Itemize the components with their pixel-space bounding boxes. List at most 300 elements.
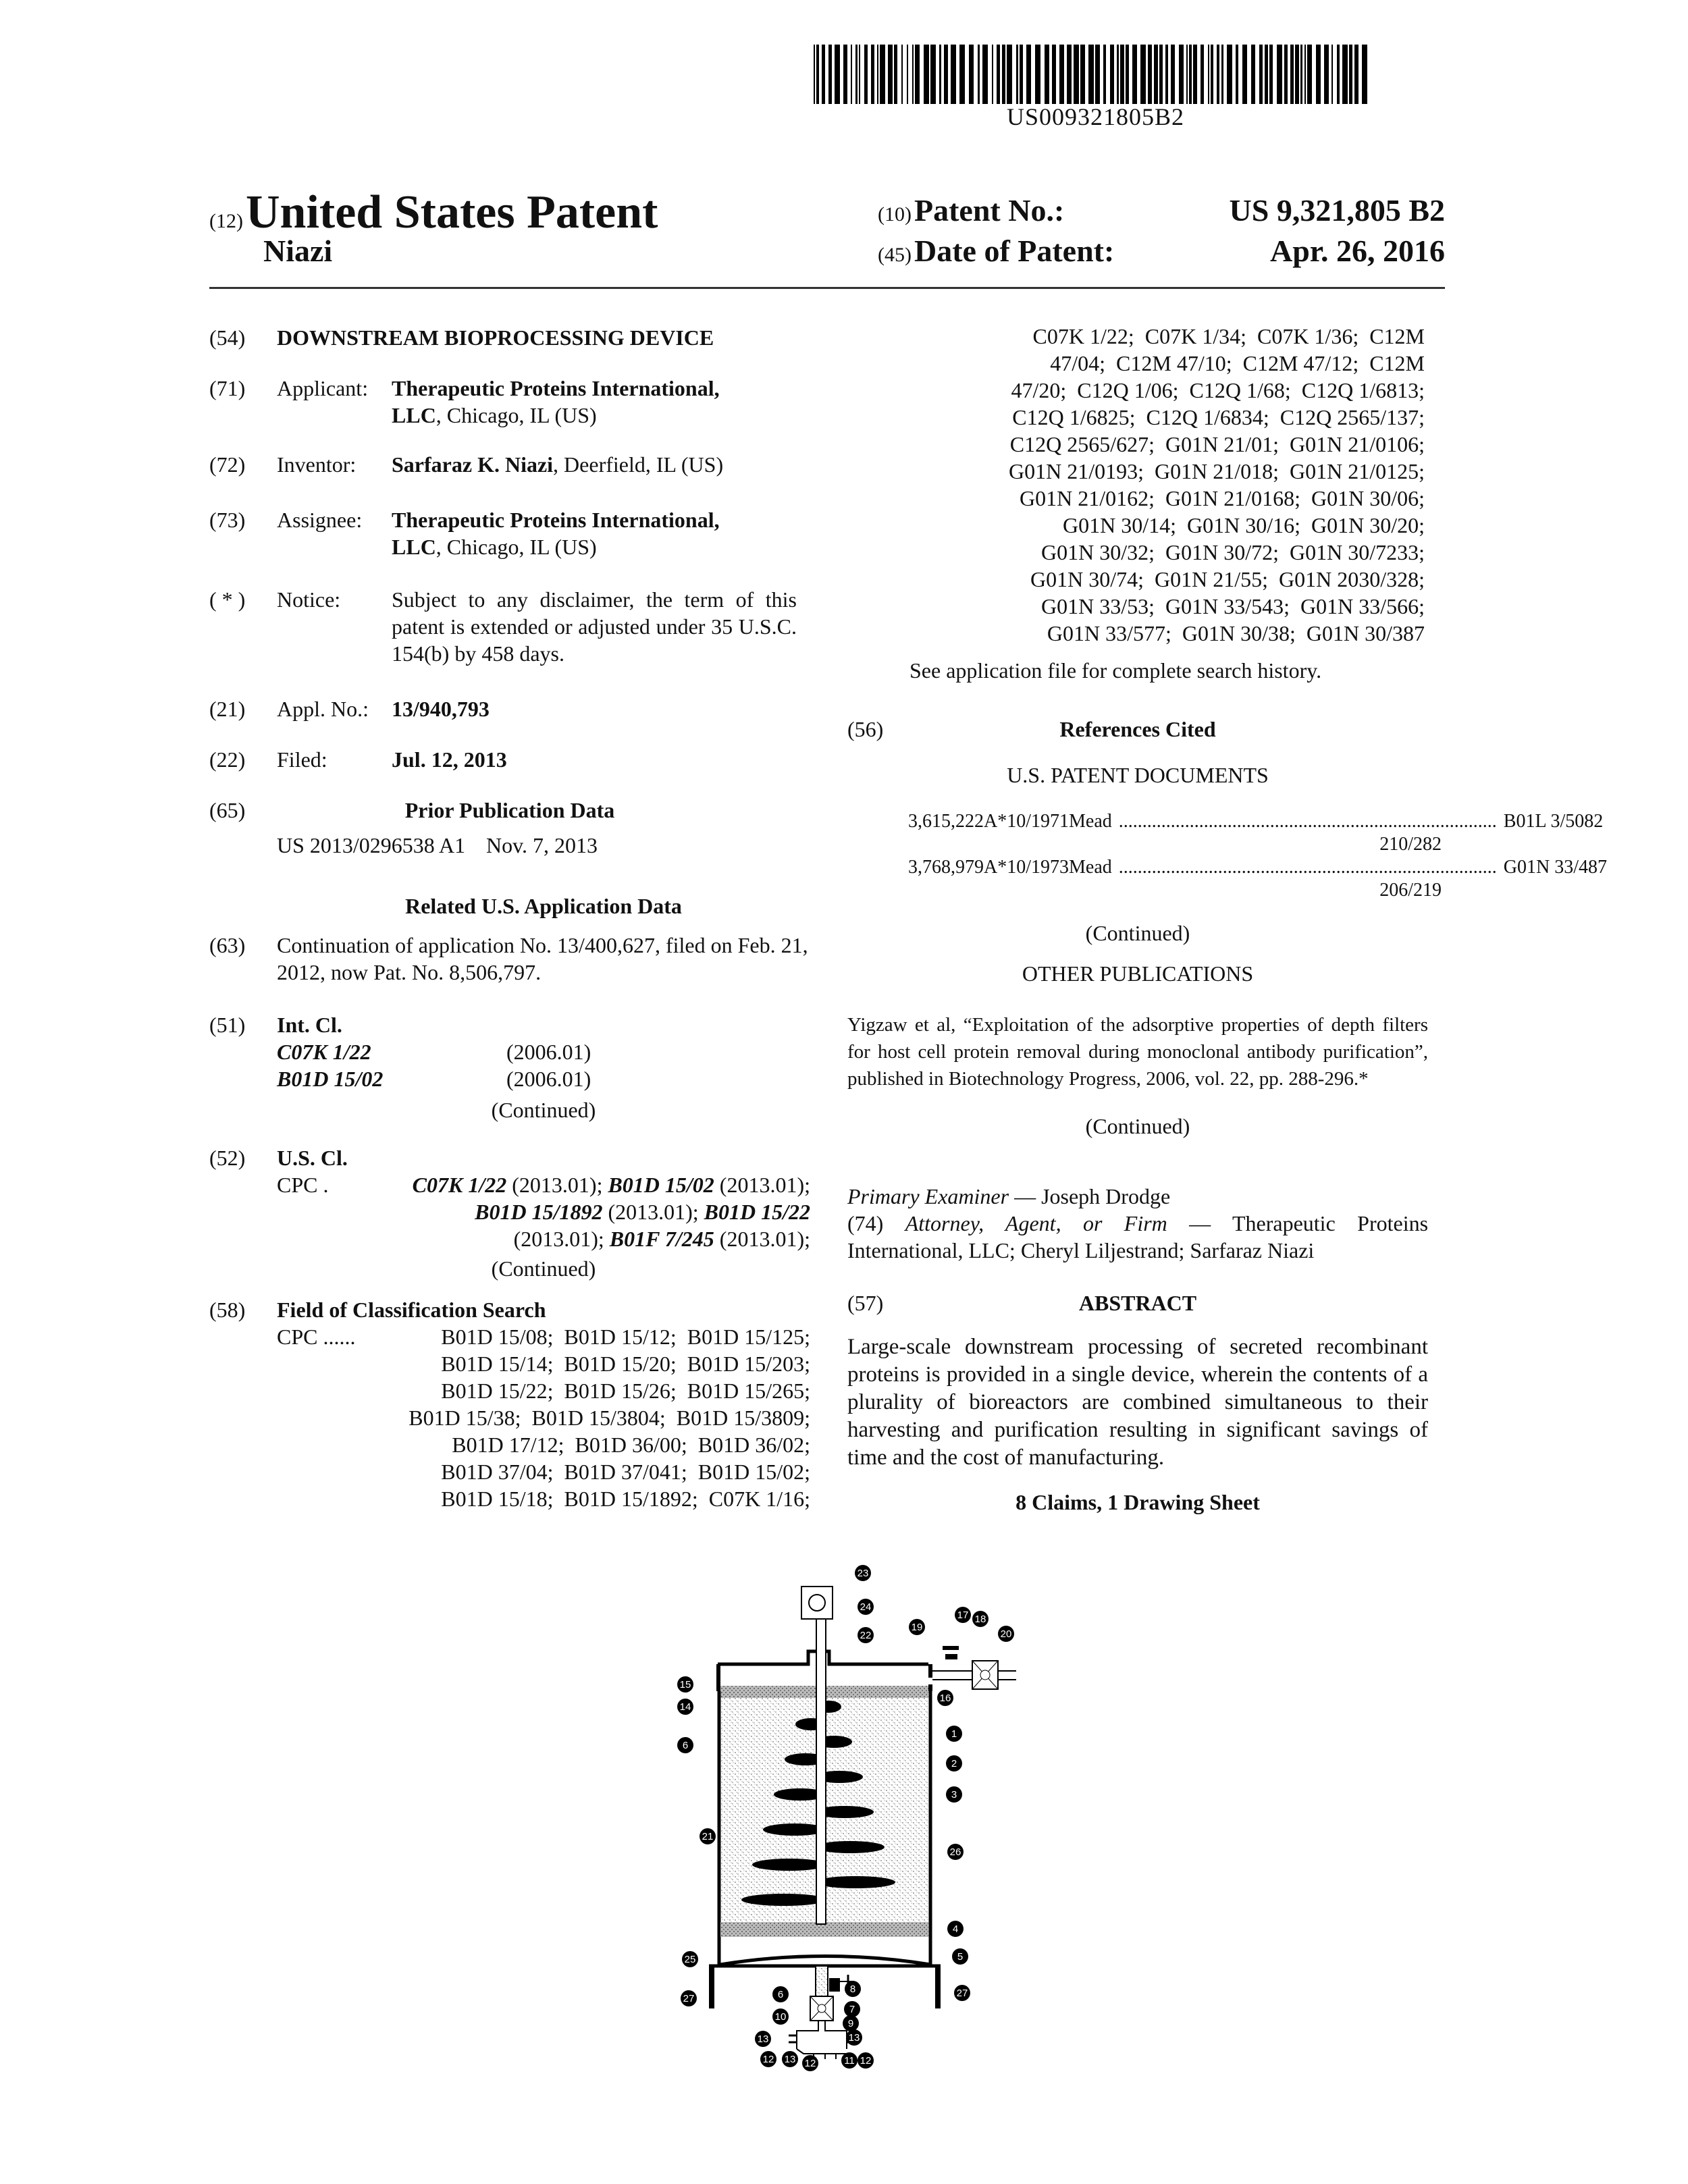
barcode-bar <box>901 45 903 104</box>
callout-label: 22 <box>860 1630 872 1641</box>
callout-label: 13 <box>848 2032 860 2044</box>
references-table <box>908 810 1608 902</box>
abstract-text: Large-scale downstream processing of secreted recombinant proteins is provided in a single device, wherein the contents of a plurality of bioreactors are combined simultaneous to their harvesting and purification resulting in significant savings of time and the cost of manufacturing. <box>847 1335 1428 1470</box>
callout-marker <box>947 1921 964 1937</box>
barcode-bar <box>1052 45 1056 104</box>
callout-marker <box>972 1611 988 1627</box>
date-label: Date of Patent: <box>914 234 1115 268</box>
callout-label: 23 <box>857 1568 869 1579</box>
callout-marker <box>909 1619 925 1635</box>
barcode-bar <box>871 45 874 104</box>
dash: — <box>1009 1184 1042 1208</box>
search-line: B01D 15/14; B01D 15/20; B01D 15/203; <box>441 1352 810 1376</box>
applicant-name: Therapeutic Proteins International, <box>392 376 720 400</box>
callout-marker <box>782 2051 798 2067</box>
barcode-bar <box>1193 45 1197 104</box>
ref-name: Mead <box>1069 857 1112 878</box>
barcode-bar <box>907 45 908 104</box>
callout-marker <box>772 1986 789 2002</box>
barcode-bar <box>1354 45 1359 104</box>
assignee-field <box>209 506 810 560</box>
continued-note: (Continued) <box>491 1098 596 1122</box>
inventor-location: , Deerfield, IL (US) <box>553 452 724 477</box>
notice-text: Subject to any disclaimer, the term of this patent is extended or adjusted under 35 U.S.C. 154(b) by 458 days. <box>392 587 797 666</box>
cpc-prefix: CPC ...... <box>277 1325 356 1349</box>
support-leg <box>935 1965 941 2008</box>
us-cl-line <box>277 1171 810 1198</box>
ref-classification: G01N 33/487 <box>1503 857 1608 878</box>
callout-label: 15 <box>679 1679 691 1690</box>
callout-marker <box>841 2052 858 2069</box>
callout-label: 6 <box>777 1989 784 2000</box>
outlet-valve-top <box>932 1646 1016 1689</box>
barcode-bar <box>1035 45 1040 104</box>
patent-drawing <box>648 1546 1080 2069</box>
barcode-bar <box>894 45 897 104</box>
barcode-bar <box>1189 45 1192 104</box>
barcode-bar <box>864 45 868 104</box>
impeller-blade <box>741 1894 826 1906</box>
callout-label: 3 <box>951 1789 957 1801</box>
reference-row <box>908 856 1608 879</box>
field-of-search-section <box>209 1296 810 1512</box>
leader-dots: ................................................................................ <box>1118 811 1497 832</box>
callout-label: 8 <box>849 1983 856 1995</box>
examiner-name: Joseph Drodge <box>1041 1184 1171 1208</box>
us-cl-line <box>277 1198 810 1225</box>
search-line: C12Q 1/6825; C12Q 1/6834; C12Q 2565/137; <box>1012 405 1425 429</box>
callout-label: 5 <box>957 1951 964 1963</box>
inventor-field <box>209 451 810 478</box>
callout-label: 11 <box>844 2055 855 2067</box>
callout-marker <box>677 1737 693 1753</box>
barcode-bar <box>944 45 948 104</box>
barcode-bar <box>924 45 929 104</box>
barcode-bar <box>1186 45 1188 104</box>
applicant-field <box>209 375 810 429</box>
barcode-bar <box>930 45 936 104</box>
inventor-short: Niazi <box>263 234 333 268</box>
barcode-bar <box>1095 45 1100 104</box>
barcode-bar <box>1132 45 1137 104</box>
ref-patent-number: 3,768,979 <box>908 857 984 878</box>
barcode-bar <box>1154 45 1158 104</box>
callout-marker <box>677 1676 693 1693</box>
continued-note: (Continued) <box>1085 921 1190 945</box>
application-number: 13/940,793 <box>392 697 490 721</box>
barcode-bar <box>1304 45 1306 104</box>
field-of-search-lines <box>277 1323 810 1512</box>
search-line: B01D 15/08; B01D 15/12; B01D 15/125; <box>441 1325 810 1349</box>
classification-code: B01D 15/02 <box>608 1173 714 1197</box>
inid-code: (10) <box>878 203 912 225</box>
barcode-bar <box>1284 45 1288 104</box>
search-line: C07K 1/22; C07K 1/34; C07K 1/36; C12M <box>1032 324 1425 348</box>
search-line: B01D 15/22; B01D 15/26; B01D 15/265; <box>441 1379 810 1403</box>
barcode-bar <box>1208 45 1209 104</box>
section-heading: References Cited <box>1059 717 1216 741</box>
ref-date: 10/1971 <box>1007 811 1070 832</box>
search-line: B01D 17/12; B01D 36/00; B01D 36/02; <box>452 1433 810 1457</box>
barcode-bar <box>978 45 980 104</box>
barcode-bar <box>1316 45 1321 104</box>
continued-note: (Continued) <box>491 1256 596 1281</box>
callout-marker <box>952 1948 968 1965</box>
ref-us-classification: 206/219 <box>1379 880 1442 901</box>
barcode-bar <box>1165 45 1168 104</box>
callout-label: 6 <box>682 1740 689 1751</box>
barcode-bar <box>828 45 832 104</box>
barcode-bar <box>1201 45 1204 104</box>
field-label: Notice: <box>277 587 341 612</box>
section-heading: ABSTRACT <box>1078 1291 1197 1315</box>
reference-row-secondary <box>908 833 1442 856</box>
field-label: Inventor: <box>277 452 357 477</box>
claims-summary <box>847 1489 1428 1516</box>
barcode-bar <box>1300 45 1302 104</box>
classification-version: (2013.01); <box>513 1227 604 1251</box>
callout-label: 24 <box>860 1601 872 1613</box>
callout-marker <box>845 1981 861 1997</box>
callout-label: 13 <box>784 2054 796 2065</box>
related-heading <box>209 893 810 920</box>
int-cl-row <box>277 1065 810 1092</box>
classification-code: C07K 1/22 <box>412 1173 507 1197</box>
reference-row-secondary <box>908 879 1442 902</box>
search-line: G01N 30/32; G01N 30/72; G01N 30/7233; <box>1041 540 1425 564</box>
inid-code: (52) <box>209 1146 246 1170</box>
callout-marker <box>858 1627 874 1643</box>
barcode-bar <box>835 45 840 104</box>
barcode-bar <box>1120 45 1124 104</box>
us-cl-section <box>209 1144 810 1282</box>
callout-label: 13 <box>757 2033 769 2045</box>
assignee-name: Therapeutic Proteins International, <box>392 508 720 532</box>
inid-code: (56) <box>847 717 884 741</box>
field-label: Filed: <box>277 747 327 772</box>
barcode-bar <box>1148 45 1152 104</box>
continued-note: (Continued) <box>1085 1114 1190 1138</box>
callout-label: 16 <box>939 1693 951 1704</box>
barcode-bar <box>1211 45 1213 104</box>
barcode-bar <box>843 45 847 104</box>
barcode-bar <box>1269 45 1273 104</box>
cpc-prefix: CPC . <box>277 1173 329 1197</box>
barcode-bar <box>1140 45 1146 104</box>
attorney-field <box>847 1210 1428 1264</box>
notice-field <box>209 586 810 667</box>
barcode-bar <box>915 45 920 104</box>
ref-kind: A <box>984 857 998 878</box>
related-application-field <box>209 932 810 986</box>
barcode-bar <box>1331 45 1333 104</box>
int-cl-section <box>209 1011 810 1123</box>
assignee-name-2: LLC <box>392 535 436 559</box>
callout-label: 12 <box>762 2054 774 2065</box>
examiner-label: Primary Examiner <box>847 1184 1009 1208</box>
inid-code: (72) <box>209 452 246 477</box>
barcode-bar <box>1307 45 1312 104</box>
callout-marker <box>946 1726 962 1742</box>
barcode-bar <box>1110 45 1114 104</box>
title-field <box>209 324 810 351</box>
callout-label: 1 <box>951 1728 957 1740</box>
appl-no-field <box>209 695 810 722</box>
inid-code: (57) <box>847 1291 884 1315</box>
search-line: C12Q 2565/627; G01N 21/01; G01N 21/0106; <box>1009 432 1425 456</box>
barcode-bar <box>1265 45 1268 104</box>
header-divider <box>209 287 1445 289</box>
callout-label: 4 <box>952 1923 959 1935</box>
classification-version: (2013.01); <box>719 1173 810 1197</box>
inid-code: ( * ) <box>209 587 246 612</box>
field-label: Appl. No.: <box>277 697 369 721</box>
search-line: G01N 30/14; G01N 30/16; G01N 30/20; <box>1063 513 1425 537</box>
barcode-bar <box>1342 45 1348 104</box>
other-publication-citation: Yigzaw et al, “Exploitation of the adsorptive properties of depth filters for host cell protein removal during monoclonal antibody purification”, published in Biotechnology Progress, 2006, vol. 22, pp. 288-296.* <box>847 1014 1428 1090</box>
claims-count: 8 Claims, 1 Drawing Sheet <box>1016 1490 1260 1514</box>
abstract-heading-row <box>847 1289 1445 1316</box>
assignee-location: , Chicago, IL (US) <box>436 535 597 559</box>
section-heading: Prior Publication Data <box>404 798 615 822</box>
invention-title: DOWNSTREAM BIOPROCESSING DEVICE <box>277 325 714 350</box>
dash: — <box>1167 1211 1232 1235</box>
patent-date: Apr. 26, 2016 <box>1270 234 1445 268</box>
impeller-blade <box>816 1876 895 1888</box>
classification-version: (2013.01); <box>719 1227 810 1251</box>
callout-marker <box>946 1755 962 1772</box>
field-of-search-continued <box>847 323 1425 647</box>
inid-code: (54) <box>209 325 246 350</box>
barcode-bar <box>1074 45 1079 104</box>
barcode-bar <box>969 45 974 104</box>
barcode-bar <box>877 45 878 104</box>
support-leg <box>709 1965 714 2008</box>
callout-label: 17 <box>957 1609 969 1621</box>
inid-code: (12) <box>209 210 243 232</box>
search-line: G01N 33/53; G01N 33/543; G01N 33/566; <box>1041 594 1425 618</box>
callout-marker <box>947 1844 964 1860</box>
callout-marker <box>681 1990 697 2006</box>
barcode-bar <box>1117 45 1119 104</box>
barcode-bar <box>1290 45 1294 104</box>
barcode-bar <box>816 45 819 104</box>
section-heading: U.S. Cl. <box>277 1146 348 1170</box>
callout-marker <box>760 2051 776 2067</box>
barcode-bar <box>1026 45 1031 104</box>
primary-examiner <box>847 1183 1445 1210</box>
ref-date: 10/1973 <box>1007 857 1070 878</box>
publication-date: Nov. 7, 2013 <box>486 833 598 857</box>
barcode-bar <box>1217 45 1219 104</box>
barcode-bar <box>1295 45 1299 104</box>
callout-marker <box>843 2015 859 2031</box>
barcode-bar <box>1349 45 1352 104</box>
barcode-bar <box>1171 45 1175 104</box>
barcode-bar <box>1179 45 1184 104</box>
ref-us-classification: 210/282 <box>1379 834 1442 855</box>
barcode-bar <box>1007 45 1012 104</box>
applicant-name-2: LLC <box>392 403 436 427</box>
inid-code: (45) <box>878 244 912 266</box>
search-line: B01D 15/18; B01D 15/1892; C07K 1/16; <box>441 1487 810 1511</box>
barcode <box>814 45 1377 104</box>
barcode-number: US009321805B2 <box>1006 103 1185 130</box>
inid-code: (74) <box>847 1211 884 1235</box>
callout-label: 27 <box>683 1993 695 2004</box>
other-publications-heading: OTHER PUBLICATIONS <box>1022 961 1254 986</box>
patent-number-row <box>878 192 1064 228</box>
barcode-bar <box>1362 45 1367 104</box>
barcode-bar <box>1221 45 1223 104</box>
callout-label: 19 <box>911 1622 923 1633</box>
reference-row <box>908 810 1604 833</box>
classification-code: B01D 15/02 <box>277 1067 384 1091</box>
related-application-text: Continuation of application No. 13/400,627, filed on Feb. 21, 2012, now Pat. No. 8,506,797. <box>277 933 808 984</box>
document-type: United States Patent <box>245 186 658 238</box>
barcode-bar <box>1259 45 1263 104</box>
search-line: G01N 33/577; G01N 30/38; G01N 30/387 <box>1047 621 1425 645</box>
prior-publication-section <box>209 797 810 859</box>
callout-marker <box>998 1626 1014 1642</box>
references-heading-row <box>847 716 1445 743</box>
callout-marker <box>858 2052 874 2069</box>
search-line: G01N 21/0162; G01N 21/0168; G01N 30/06; <box>1020 486 1425 510</box>
callout-label: 9 <box>847 2018 854 2029</box>
inid-code: (73) <box>209 508 246 532</box>
barcode-bar <box>1045 45 1049 104</box>
callout-marker <box>846 2029 862 2046</box>
int-cl-row <box>277 1038 810 1065</box>
document-type-heading <box>209 186 658 240</box>
barcode-bar <box>1067 45 1072 104</box>
barcode-bar <box>1277 45 1282 104</box>
search-line: 47/20; C12Q 1/06; C12Q 1/68; C12Q 1/6813; <box>1011 378 1425 402</box>
patent-number: US 9,321,805 B2 <box>1229 193 1445 228</box>
search-line: G01N 21/0193; G01N 21/018; G01N 21/0125; <box>1009 459 1425 483</box>
classification-code: B01D 15/22 <box>704 1200 810 1224</box>
inid-code: (58) <box>209 1298 246 1322</box>
us-patent-documents-heading: U.S. PATENT DOCUMENTS <box>1007 763 1269 787</box>
callout-label: 2 <box>951 1758 957 1769</box>
search-line: B01D 37/04; B01D 37/041; B01D 15/02; <box>441 1460 810 1484</box>
barcode-bar <box>1324 45 1329 104</box>
callout-label: 7 <box>849 2004 855 2015</box>
applicant-location: , Chicago, IL (US) <box>436 403 597 427</box>
callout-marker <box>677 1699 693 1715</box>
classification-version: (2006.01) <box>506 1040 591 1064</box>
barcode-bar <box>1251 45 1255 104</box>
barcode-bar <box>1159 45 1163 104</box>
inid-code: (21) <box>209 697 246 721</box>
barcode-bar <box>1059 45 1064 104</box>
callout-label: 25 <box>684 1954 696 1965</box>
ref-patent-number: 3,615,222 <box>908 811 984 832</box>
callout-label: 14 <box>679 1701 691 1713</box>
barcode-bar <box>880 45 885 104</box>
field-label: Applicant: <box>277 376 369 400</box>
search-line: G01N 30/74; G01N 21/55; G01N 2030/328; <box>1030 567 1425 591</box>
impeller-blade <box>752 1859 826 1871</box>
barcode-bar <box>982 45 988 104</box>
callout-marker <box>858 1599 874 1615</box>
section-heading: Field of Classification Search <box>277 1298 546 1322</box>
callout-label: 21 <box>702 1831 714 1842</box>
barcode-bar <box>912 45 914 104</box>
filed-field <box>209 746 810 773</box>
barcode-bar <box>1103 45 1106 104</box>
section-heading: Int. Cl. <box>277 1013 342 1037</box>
barcode-bar <box>959 45 965 104</box>
callout-marker <box>955 1607 971 1623</box>
barcode-bar <box>1227 45 1232 104</box>
inid-code: (51) <box>209 1013 246 1037</box>
classification-version: (2013.01); <box>512 1173 603 1197</box>
inid-code: (65) <box>209 798 246 822</box>
inid-code: (22) <box>209 747 246 772</box>
callout-marker <box>772 2008 789 2025</box>
ref-kind: A <box>984 811 998 832</box>
callout-label: 18 <box>974 1614 986 1625</box>
barcode-bar <box>997 45 1000 104</box>
callout-marker <box>700 1828 716 1844</box>
callout-label: 10 <box>774 2011 787 2023</box>
callout-marker <box>937 1690 953 1706</box>
callout-marker <box>855 1565 871 1581</box>
classification-version: (2013.01); <box>608 1200 699 1224</box>
barcode-bar <box>855 45 858 104</box>
barcode-bar <box>859 45 860 104</box>
section-heading: Related U.S. Application Data <box>405 894 682 918</box>
attorney-names: Therapeutic Proteins International, LLC; Cheryl Liljestrand; Sarfaraz Niazi <box>847 1211 1429 1262</box>
classification-code: B01D 15/1892 <box>475 1200 603 1224</box>
barcode-bar <box>822 45 825 104</box>
classification-code: C07K 1/22 <box>277 1040 371 1064</box>
inid-code: (71) <box>209 376 246 400</box>
ref-name: Mead <box>1069 811 1112 832</box>
classification-version: (2006.01) <box>506 1067 591 1091</box>
callout-marker <box>954 1985 970 2001</box>
leader-dots: ................................................................................ <box>1118 857 1497 878</box>
barcode-bar <box>951 45 956 104</box>
callout-marker <box>844 2001 860 2017</box>
us-cl-line <box>277 1225 810 1252</box>
callout-label: 26 <box>949 1846 961 1858</box>
barcode-bar <box>1242 45 1247 104</box>
callout-label: 27 <box>956 1988 968 1999</box>
barcode-bar <box>1002 45 1005 104</box>
barcode-bar <box>1016 45 1018 104</box>
callout-marker <box>755 2031 771 2047</box>
barcode-bar <box>1088 45 1094 104</box>
field-label: Assignee: <box>277 508 363 532</box>
barcode-bar <box>1126 45 1129 104</box>
barcode-bar <box>851 45 852 104</box>
callout-label: 12 <box>804 2058 816 2069</box>
search-history-note: See application file for complete search history. <box>909 658 1322 683</box>
ref-star: * <box>997 811 1007 832</box>
ref-classification: B01L 3/5082 <box>1503 811 1604 832</box>
callout-marker <box>682 1951 698 1967</box>
barcode-bar <box>814 45 815 104</box>
patent-number-label: Patent No.: <box>914 193 1065 228</box>
search-line: B01D 15/38; B01D 15/3804; B01D 15/3809; <box>408 1406 810 1430</box>
ref-star: * <box>997 857 1007 878</box>
inventor-name: Sarfaraz K. Niazi <box>392 452 554 477</box>
date-row <box>878 233 1114 269</box>
barcode-bar <box>1080 45 1085 104</box>
publication-number: US 2013/0296538 A1 <box>277 833 466 857</box>
